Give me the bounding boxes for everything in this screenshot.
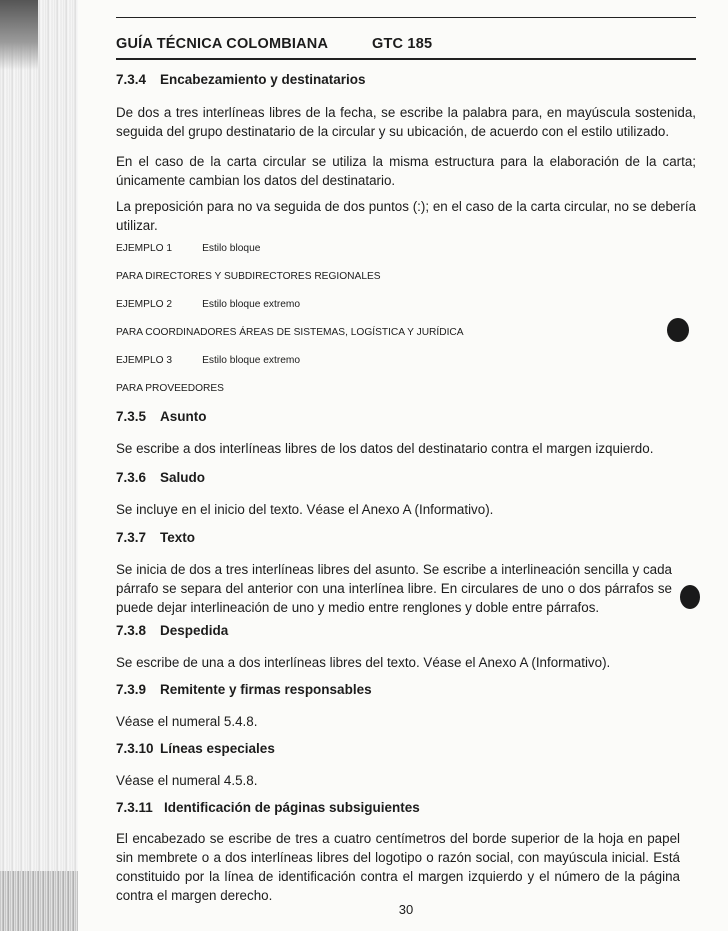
paragraph: Se inicia de dos a tres interlíneas libres del asunto. Se escribe a interlineación sencilla y cada párrafo se separa del anterior con una interlínea libre. En circulares de uno o dos párrafos se puede dejar interlineación de uno y medio entre renglones y doble entre párrafos. xyxy=(116,562,672,615)
example-label: EJEMPLO 1 Estilo bloque xyxy=(116,243,261,254)
paragraph: El encabezado se escribe de tres a cuatro centímetros del borde superior de la hoja en papel sin membrete o a dos interlíneas libres del logotipo o razón social, con mayúscula inicial. Está constituido por la línea de identificación contra el margen izquierdo y el número de la página contra el margen derecho. xyxy=(116,831,680,903)
paragraph: La preposición para no va seguida de dos puntos (:); en el caso de la carta circular, no se debería utilizar. xyxy=(116,199,696,233)
header-top-rule xyxy=(116,17,696,18)
page-number: 30 xyxy=(398,902,414,917)
paragraph: Se escribe de una a dos interlíneas libres del texto. Véase el Anexo A (Informativo). xyxy=(116,655,611,670)
example-recipient: PARA COORDINADORES ÁREAS DE SISTEMAS, LOGÍSTICA Y JURÍDICA xyxy=(116,327,464,338)
paragraph: Véase el numeral 5.4.8. xyxy=(116,714,258,729)
example-label: EJEMPLO 3 Estilo bloque extremo xyxy=(116,355,301,366)
example-recipient: PARA PROVEEDORES xyxy=(116,383,224,394)
header-bottom-rule xyxy=(116,58,696,60)
scan-edge-artifact xyxy=(0,0,78,931)
section-heading: 7.3.11 Identificación de páginas subsiguientes xyxy=(116,800,420,815)
example-label: EJEMPLO 2 Estilo bloque extremo xyxy=(116,299,301,310)
example-recipient: PARA DIRECTORES Y SUBDIRECTORES REGIONALES xyxy=(116,271,381,282)
paragraph: Se escribe a dos interlíneas libres de los datos del destinatario contra el margen izquierdo. xyxy=(116,441,654,456)
section-heading: 7.3.5 Asunto xyxy=(116,409,207,424)
section-heading: 7.3.8 Despedida xyxy=(116,623,229,638)
paragraph: Véase el numeral 4.5.8. xyxy=(116,773,258,788)
section-heading: 7.3.7 Texto xyxy=(116,530,196,545)
paragraph: De dos a tres interlíneas libres de la fecha, se escribe la palabra para, en mayúscula sostenida, seguida del grupo destinatario de la circular y su ubicación, de acuerdo con el estilo utilizado. xyxy=(116,105,696,139)
paragraph: En el caso de la carta circular se utiliza la misma estructura para la elaboración de la carta; únicamente cambian los datos del destinatario. xyxy=(116,154,696,188)
page-header xyxy=(116,36,696,52)
header-code: GTC 185 xyxy=(372,36,433,52)
header-title: GUÍA TÉCNICA COLOMBIANA xyxy=(116,36,329,52)
section-heading: 7.3.6 Saludo xyxy=(116,470,206,485)
section-heading: 7.3.9 Remitente y firmas responsables xyxy=(116,682,372,697)
punch-hole-bottom xyxy=(680,585,700,609)
punch-hole-top xyxy=(667,318,689,342)
section-heading: 7.3.4 Encabezamiento y destinatarios xyxy=(116,72,366,87)
paragraph: Se incluye en el inicio del texto. Véase el Anexo A (Informativo). xyxy=(116,502,494,517)
section-heading: 7.3.10 Líneas especiales xyxy=(116,741,275,756)
